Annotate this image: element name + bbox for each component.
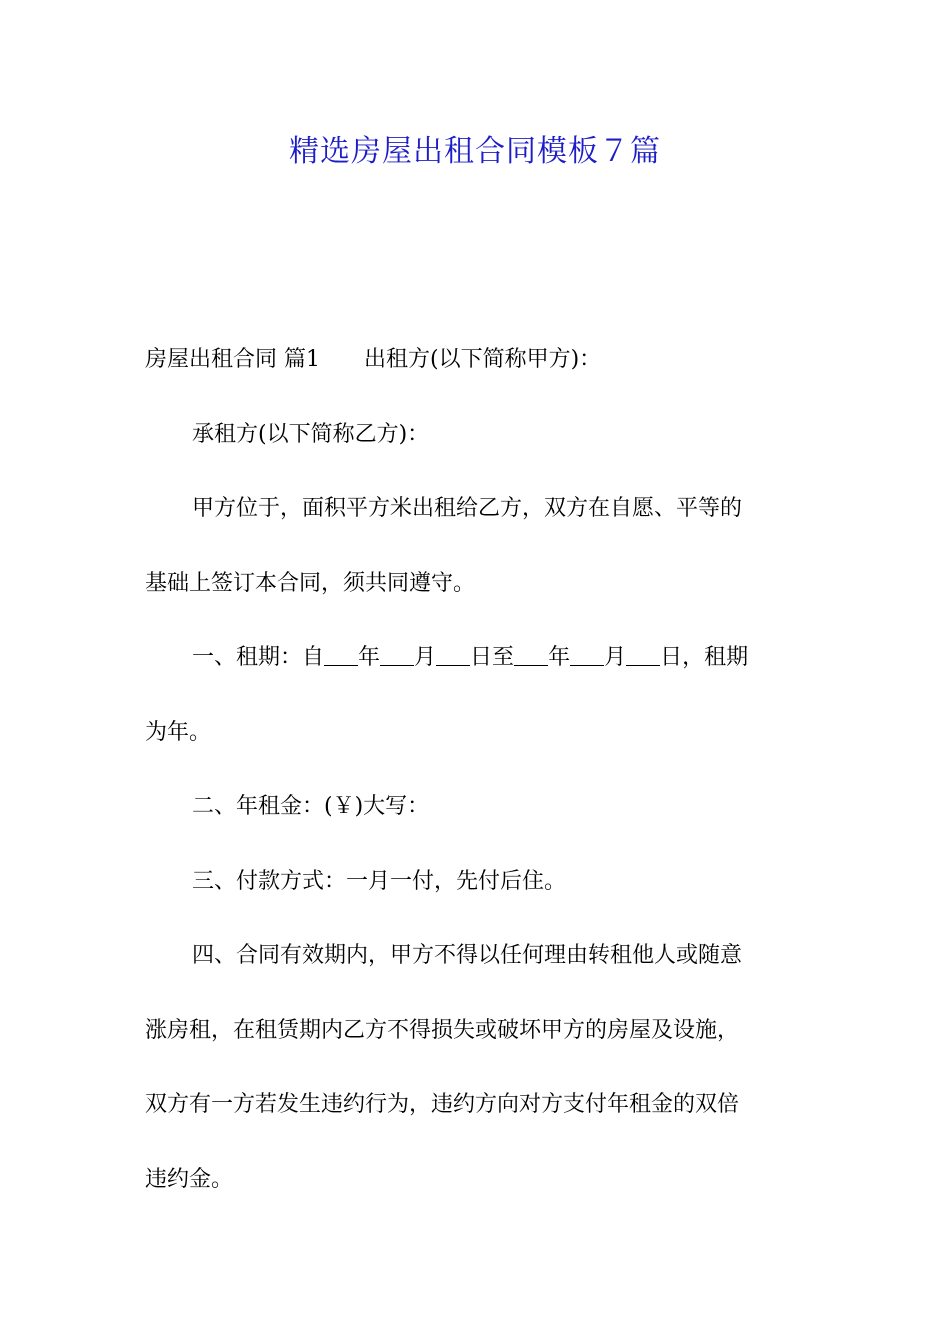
payment-clause: 三、付款方式：一月一付，先付后住。: [192, 869, 567, 894]
term-clause-line-1: 一、租期：自 年 月 日至 年 月 日，租期: [192, 645, 749, 670]
clause4-line-4: 违约金。: [145, 1167, 234, 1192]
rent-clause: 二、年租金：(￥)大写：: [192, 794, 430, 819]
blank-start-month: [380, 645, 414, 666]
blank-start-year: [324, 645, 358, 666]
blank-end-year: [514, 645, 548, 666]
blank-end-month: [570, 645, 604, 666]
intro-paragraph-line-1: 甲方位于，面积平方米出租给乙方，双方在自愿、平等的: [192, 496, 743, 521]
lessee-label: 承租方(以下简称乙方)：: [192, 422, 430, 447]
lessor-label: 出租方(以下简称甲方)：: [364, 347, 602, 372]
document-title: 精选房屋出租合同模板７篇: [289, 134, 661, 169]
heading-line: [145, 342, 601, 378]
clause4-line-2: 涨房租，在租赁期内乙方不得损失或破坏甲方的房屋及设施，: [145, 1018, 740, 1043]
term-clause-line-2: 为年。: [145, 720, 212, 745]
blank-start-day: [436, 645, 470, 666]
section-heading: 房屋出租合同 篇1: [145, 347, 320, 372]
intro-paragraph-line-2: 基础上签订本合同，须共同遵守。: [145, 571, 476, 596]
clause4-line-3: 双方有一方若发生违约行为，违约方向对方支付年租金的双倍: [145, 1092, 740, 1117]
blank-end-day: [626, 645, 660, 666]
clause4-line-1: 四、合同有效期内，甲方不得以任何理由转租他人或随意: [192, 943, 743, 968]
